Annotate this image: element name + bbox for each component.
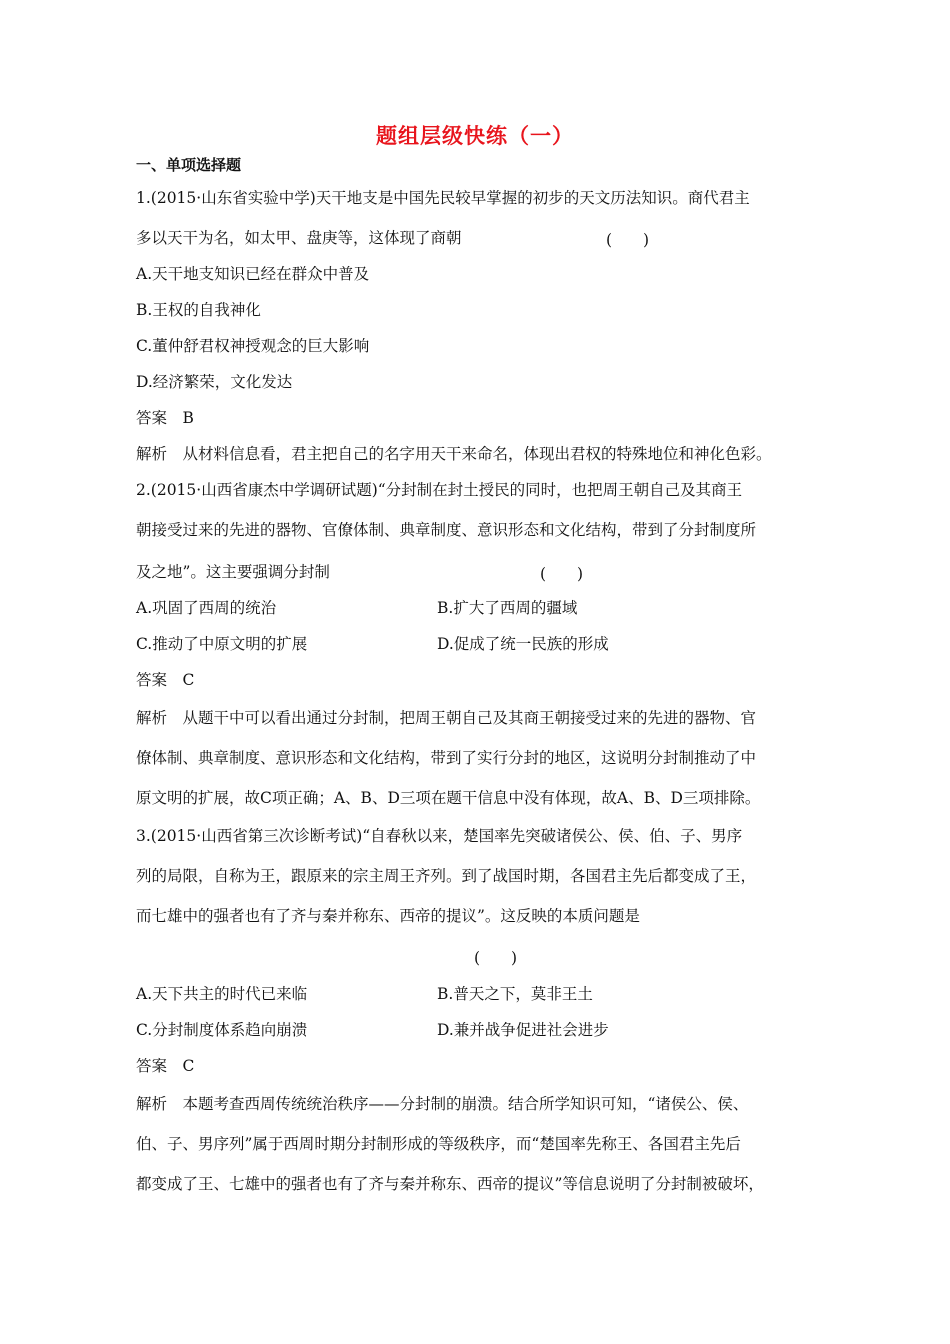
q1-answer-blank: ( ) (606, 231, 650, 249)
q2-option-b: B.扩大了西周的疆域 (437, 599, 578, 617)
page-title: 题组层级快练（一） (376, 124, 574, 148)
q3-option-a: A.天下共主的时代已来临 (136, 985, 308, 1003)
q2-analysis-line1: 解析 从题干中可以看出通过分封制，把周王朝自己及其商王朝接受过来的先进的器物、官 (136, 709, 757, 727)
q2-option-d: D.促成了统一民族的形成 (437, 635, 609, 653)
q2-analysis-line2: 僚体制、典章制度、意识形态和文化结构，带到了实行分封的地区，这说明分封制推动了中 (136, 749, 757, 767)
q3-answer-blank: ( ) (474, 949, 518, 967)
q2-option-c: C.推动了中原文明的扩展 (136, 635, 308, 653)
q3-option-b: B.普天之下，莫非王土 (437, 985, 593, 1003)
q2-analysis-line3: 原文明的扩展，故C项正确；A、B、D三项在题干信息中没有体现，故A、B、D三项排除。 (136, 789, 761, 807)
q1-option-d: D.经济繁荣，文化发达 (136, 373, 293, 391)
q1-option-c: C.董仲舒君权神授观念的巨大影响 (136, 337, 370, 355)
q1-stem-line1: 1.(2015·山东省实验中学)天干地支是中国先民较早掌握的初步的天文历法知识。商代君主 (136, 189, 750, 207)
q3-option-c: C.分封制度体系趋向崩溃 (136, 1021, 308, 1039)
q1-stem-line2: 多以天干为名，如太甲、盘庚等，这体现了商朝 (136, 229, 462, 247)
q2-answer: 答案 C (136, 671, 195, 689)
q3-analysis-line3: 都变成了王、七雄中的强者也有了齐与秦并称东、西帝的提议”等信息说明了分封制被破坏， (136, 1175, 764, 1193)
q2-stem-line3: 及之地”。这主要强调分封制 (136, 563, 330, 581)
q1-analysis-line1: 解析 从材料信息看，君主把自己的名字用天干来命名，体现出君权的特殊地位和神化色彩。 (136, 445, 772, 463)
q3-stem-line3: 而七雄中的强者也有了齐与秦并称东、西帝的提议”。这反映的本质问题是 (136, 907, 640, 925)
q2-option-a: A.巩固了西周的统治 (136, 599, 277, 617)
q3-option-d: D.兼并战争促进社会进步 (437, 1021, 609, 1039)
q2-stem-line1: 2.(2015·山西省康杰中学调研试题)“分封制在封土授民的同时，也把周王朝自己及其商王 (136, 481, 743, 499)
q2-stem-line2: 朝接受过来的先进的器物、官僚体制、典章制度、意识形态和文化结构，带到了分封制度所 (136, 521, 757, 539)
q3-analysis-line2: 伯、子、男序列”属于西周时期分封制形成的等级秩序，而“楚国率先称王、各国君主先后 (136, 1135, 741, 1153)
q3-analysis-line1: 解析 本题考查西周传统统治秩序——分封制的崩溃。结合所学知识可知，“诸侯公、侯、 (136, 1095, 749, 1113)
q1-option-b: B.王权的自我神化 (136, 301, 261, 319)
q3-stem-line2: 列的局限，自称为王，跟原来的宗主周王齐列。到了战国时期，各国君主先后都变成了王， (136, 867, 757, 885)
q1-answer: 答案 B (136, 409, 194, 427)
q3-answer: 答案 C (136, 1057, 195, 1075)
q1-option-a: A.天干地支知识已经在群众中普及 (136, 265, 370, 283)
q2-answer-blank: ( ) (540, 565, 584, 583)
section-heading: 一、单项选择题 (136, 156, 242, 174)
q3-stem-line1: 3.(2015·山西省第三次诊断考试)“自春秋以来，楚国率先突破诸侯公、侯、伯、子、男序 (136, 827, 743, 845)
